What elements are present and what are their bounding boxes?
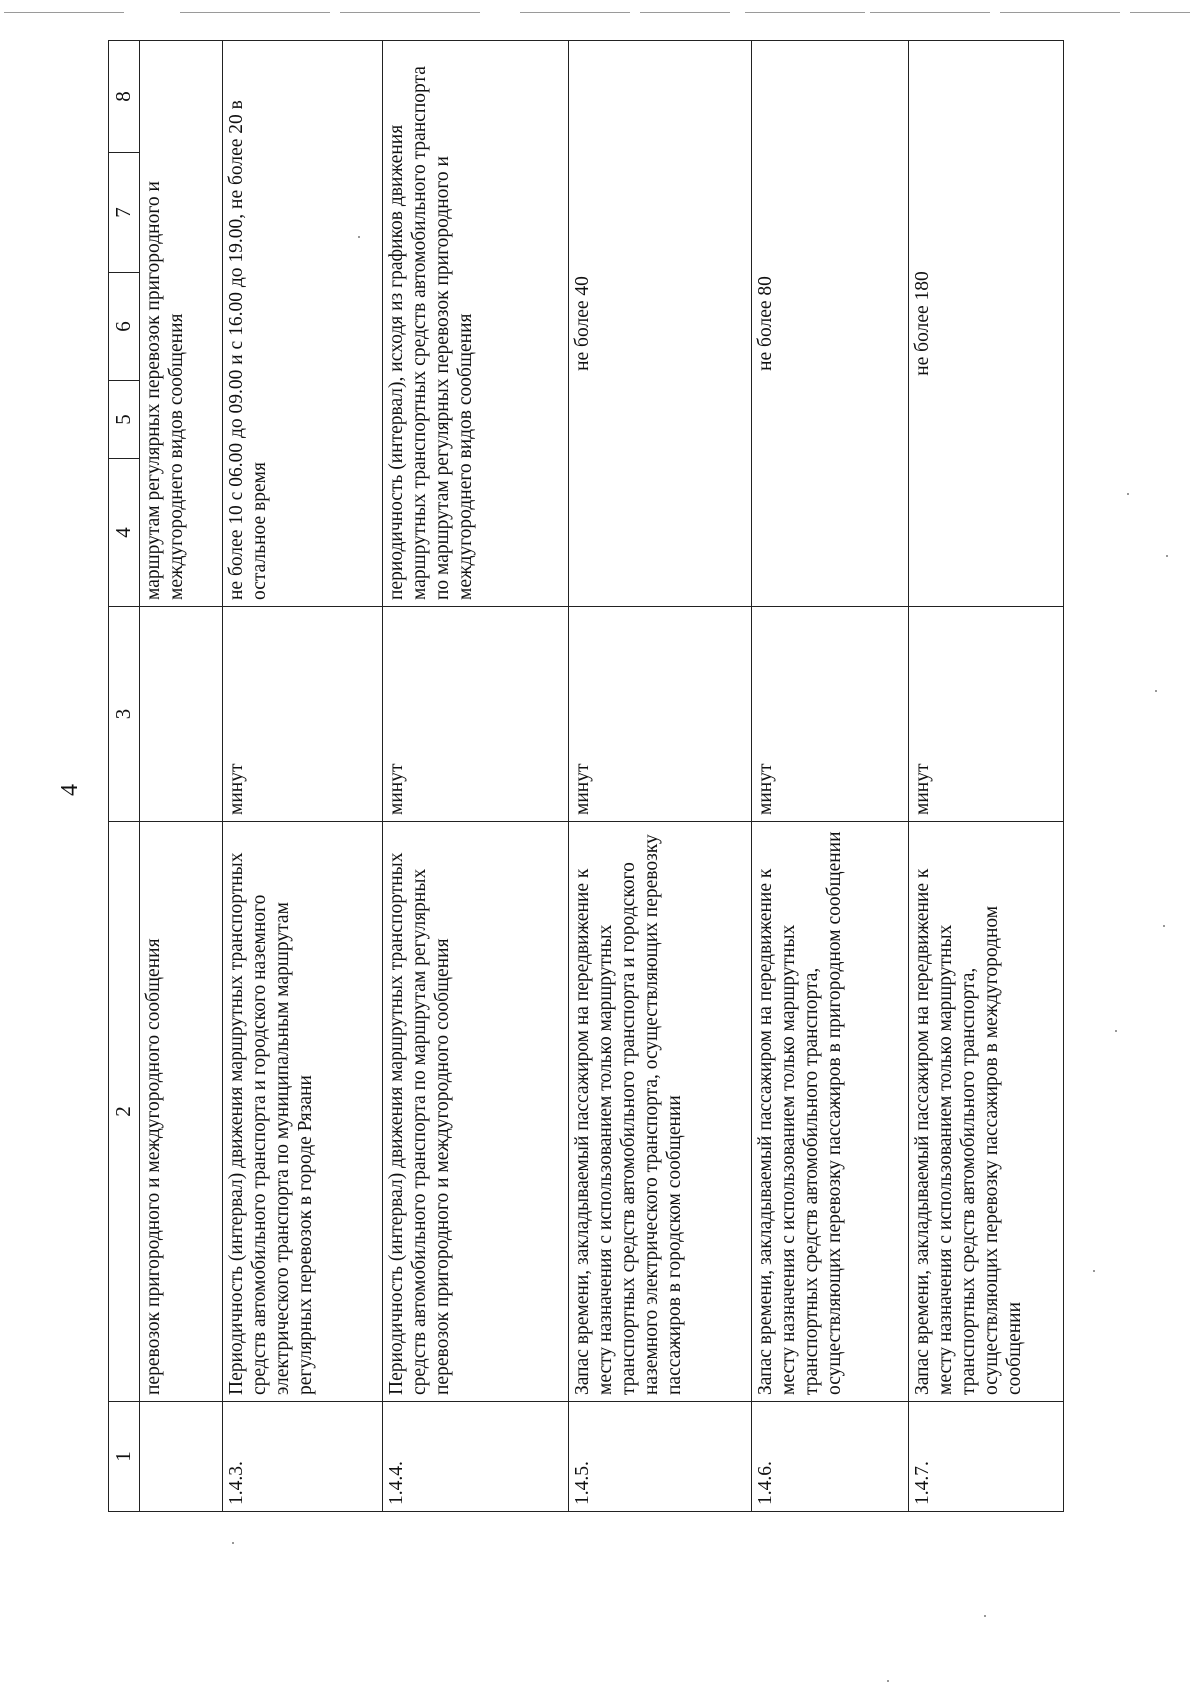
row-number: 1.4.4. [382,1402,569,1512]
row-value: маршрутам регулярных перевозок пригородного и междугороднего видов сообщения [139,41,223,607]
page-number: 4 [57,784,83,796]
row-number [139,1402,223,1512]
row-number: 1.4.3. [223,1402,382,1512]
scan-speck [984,1615,986,1617]
header-cell: 5 [109,381,140,459]
scan-speck [1163,925,1165,927]
scan-speck [232,1542,234,1544]
row-indicator-name: Запас времени, закладываемый пассажиром на передвижение к месту назначения с использованием только маршрутных транспортных средств автомобильного транспорта и городского наземного электрического транспорта, осуществляющих перевозку пассажиров в городском сообщении [569,822,751,1402]
table-row [223,41,382,1512]
table-row [139,41,223,1512]
row-number: 1.4.5. [569,1402,751,1512]
table-row [569,41,751,1512]
header-cell: 4 [109,459,140,607]
scan-speck [1115,1030,1117,1032]
table-row [909,41,1064,1512]
scan-speck [1155,690,1157,692]
scan-speck [887,1680,889,1682]
row-indicator-name: Периодичность (интервал) движения маршрутных транспортных средств автомобильного транспорта по маршрутам регулярных перевозок пригородного и междугородного сообщения [382,822,569,1402]
table-header-row [109,41,140,1512]
scan-speck [1166,555,1168,557]
header-cell: 2 [109,822,140,1402]
row-value: не более 180 [909,41,1064,607]
scan-top-edge [0,12,1200,20]
row-indicator-name: Периодичность (интервал) движения маршрутных транспортных средств автомобильного транспорта и городского наземного электрического транспорта по муниципальным маршрутам регулярных перевозок в городе Рязани [223,822,382,1402]
table-row [751,41,908,1512]
scan-speck [1093,1270,1095,1272]
row-number: 1.4.6. [751,1402,908,1512]
row-units: минут [751,607,908,822]
rotated-table-container [108,41,1064,1512]
row-units [139,607,223,822]
row-value: не более 40 [569,41,751,607]
row-units: минут [909,607,1064,822]
header-cell: 8 [109,41,140,153]
indicators-table [108,40,1064,1512]
row-value: не более 80 [751,41,908,607]
row-indicator-name: перевозок пригородного и междугородного сообщения [139,822,223,1402]
row-units: минут [223,607,382,822]
row-indicator-name: Запас времени, закладываемый пассажиром на передвижение к месту назначения с использованием только маршрутных транспортных средств автомобильного транспорта, осуществляющих перевозку пассажиров в междугородном сообщении [909,822,1064,1402]
header-cell: 1 [109,1402,140,1512]
table-row [382,41,569,1512]
header-cell: 6 [109,273,140,381]
row-value: периодичность (интервал), исходя из графиков движения маршрутных транспортных средств автомобильного транспорта по маршрутам регулярных перевозок пригородного и междугороднего видов сообщения [382,41,569,607]
row-indicator-name: Запас времени, закладываемый пассажиром на передвижение к месту назначения с использованием только маршрутных транспортных средств автомобильного транспорта, осуществляющих перевозку пассажиров в пригородном сообщении [751,822,908,1402]
row-units: минут [569,607,751,822]
row-value: не более 10 с 06.00 до 09.00 и с 16.00 до 19.00, не более 20 в остальное время [223,41,382,607]
row-units: минут [382,607,569,822]
header-cell: 3 [109,607,140,822]
row-number: 1.4.7. [909,1402,1064,1512]
scan-speck [1127,493,1129,495]
header-cell: 7 [109,153,140,273]
